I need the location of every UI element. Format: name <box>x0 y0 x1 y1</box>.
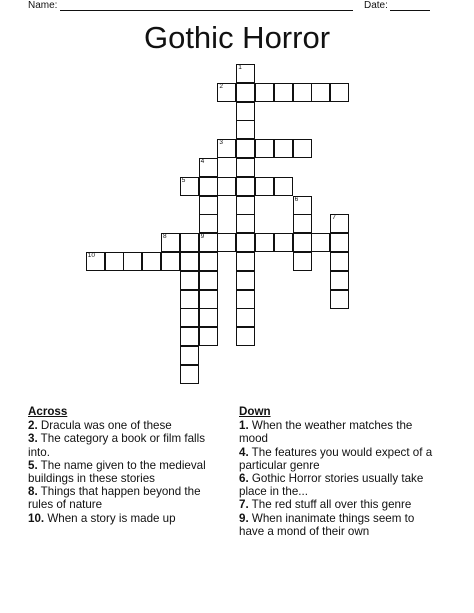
grid-cell[interactable] <box>236 271 255 290</box>
clue-text: Gothic Horror stories usually take place in the... <box>239 472 424 499</box>
clue-item <box>28 432 226 458</box>
grid-cell[interactable] <box>330 290 349 309</box>
grid-cell[interactable] <box>255 233 274 252</box>
clue-number: 9. <box>239 511 249 525</box>
grid-cell[interactable] <box>199 214 218 233</box>
clue-text: The red stuff all over this genre <box>248 498 412 512</box>
grid-cell[interactable] <box>293 252 312 271</box>
clue-number: 3. <box>28 432 38 446</box>
grid-cell[interactable] <box>255 139 274 158</box>
grid-cell[interactable] <box>180 365 199 384</box>
grid-cell[interactable] <box>236 64 255 83</box>
grid-cell[interactable] <box>293 214 312 233</box>
grid-cell[interactable] <box>180 346 199 365</box>
grid-cell[interactable] <box>142 252 161 271</box>
clue-number: 6 <box>294 195 299 203</box>
grid-cell[interactable] <box>199 196 218 215</box>
grid-cell[interactable] <box>217 177 236 196</box>
clue-text: When inanimate things seem to have a mond of their own <box>239 511 415 538</box>
grid-cell[interactable] <box>161 252 180 271</box>
grid-cell[interactable] <box>180 271 199 290</box>
grid-cell[interactable] <box>330 271 349 290</box>
clue-number: 6. <box>239 472 249 486</box>
name-label: Name: <box>28 0 58 11</box>
grid-cell[interactable] <box>180 290 199 309</box>
grid-cell[interactable] <box>180 252 199 271</box>
clue-number: 8. <box>28 485 38 499</box>
grid-cell[interactable] <box>236 327 255 346</box>
clue-item <box>239 512 439 538</box>
grid-cell[interactable] <box>199 327 218 346</box>
clue-number: 3 <box>219 139 224 147</box>
grid-cell[interactable] <box>180 233 199 252</box>
clue-number: 2. <box>28 419 38 433</box>
grid-cell[interactable] <box>180 327 199 346</box>
grid-cell[interactable] <box>236 139 255 158</box>
grid-cell[interactable] <box>330 252 349 271</box>
page-title: Gothic Horror <box>143 20 331 55</box>
grid-cell[interactable] <box>255 83 274 102</box>
grid-cell[interactable] <box>123 252 142 271</box>
clue-number: 7. <box>239 498 249 512</box>
grid-cell[interactable] <box>236 83 255 102</box>
grid-cell[interactable] <box>199 290 218 309</box>
grid-cell[interactable] <box>199 158 218 177</box>
clue-number: 5. <box>28 458 38 472</box>
grid-cell[interactable] <box>236 158 255 177</box>
down-clue-list <box>239 419 439 538</box>
grid-cell[interactable] <box>330 83 349 102</box>
grid-cell[interactable] <box>199 271 218 290</box>
clue-text: Dracula was one of these <box>37 419 172 433</box>
clue-text: The category a book or film falls into. <box>28 432 205 459</box>
grid-cell[interactable] <box>236 308 255 327</box>
grid-cell[interactable] <box>274 83 293 102</box>
grid-cell[interactable] <box>274 139 293 158</box>
clue-number: 8 <box>163 233 167 241</box>
grid-cell[interactable] <box>236 214 255 233</box>
clue-item <box>28 485 226 511</box>
clue-number: 1 <box>238 64 242 71</box>
clue-item <box>28 512 226 525</box>
grid-cell[interactable] <box>199 308 218 327</box>
grid-cell[interactable] <box>105 252 124 271</box>
grid-cell[interactable] <box>199 233 218 252</box>
grid-cell[interactable] <box>236 233 255 252</box>
date-label: Date: <box>364 0 388 11</box>
grid-cell[interactable] <box>236 120 255 139</box>
grid-cell[interactable] <box>293 139 312 158</box>
clue-number: 4. <box>239 445 249 459</box>
grid-cell[interactable] <box>274 233 293 252</box>
grid-cell[interactable] <box>236 196 255 215</box>
grid-cell[interactable] <box>86 252 105 271</box>
across-heading: Across <box>28 405 68 418</box>
clue-number: 5 <box>181 176 186 184</box>
grid-cell[interactable] <box>217 139 236 158</box>
clue-number: 10. <box>28 511 45 525</box>
grid-cell[interactable] <box>274 177 293 196</box>
across-clue-list <box>28 419 226 525</box>
clue-number: 2 <box>219 82 224 90</box>
clue-text: When the weather matches the mood <box>239 419 413 446</box>
grid-cell[interactable] <box>311 83 330 102</box>
grid-cell[interactable] <box>293 83 312 102</box>
clue-number: 7 <box>332 214 336 222</box>
clue-item <box>28 459 226 485</box>
grid-cell[interactable] <box>293 233 312 252</box>
grid-cell[interactable] <box>330 214 349 233</box>
down-heading: Down <box>239 405 271 418</box>
grid-cell[interactable] <box>217 83 236 102</box>
grid-cell[interactable] <box>293 196 312 215</box>
clue-text: The features you would expect of a particular genre <box>239 445 433 472</box>
across-clues <box>28 405 226 525</box>
clue-item <box>239 498 439 511</box>
grid-cell[interactable] <box>236 290 255 309</box>
grid-cell[interactable] <box>161 233 180 252</box>
clue-text: The name given to the medieval buildings in these stories <box>28 458 206 486</box>
grid-cell[interactable] <box>180 177 199 196</box>
grid-cell[interactable] <box>255 177 274 196</box>
clue-item <box>239 472 439 498</box>
grid-cell[interactable] <box>330 233 349 252</box>
clue-number: 9 <box>200 233 205 241</box>
clue-number: 1. <box>239 419 249 433</box>
clue-item <box>28 419 226 432</box>
clue-number: 4 <box>200 158 205 165</box>
down-clues <box>239 405 439 538</box>
clue-item <box>239 419 439 445</box>
grid-cell[interactable] <box>199 177 218 196</box>
clue-text: Things that happen beyond the rules of nature <box>28 485 201 512</box>
grid-cell[interactable] <box>236 252 255 271</box>
grid-cell[interactable] <box>236 102 255 121</box>
clue-number: 10 <box>87 252 96 259</box>
grid-cell[interactable] <box>199 252 218 271</box>
grid-cell[interactable] <box>311 233 330 252</box>
clue-text: When a story is made up <box>44 511 176 525</box>
grid-cell[interactable] <box>180 308 199 327</box>
grid-cell[interactable] <box>236 177 255 196</box>
grid-cell[interactable] <box>217 233 236 252</box>
clue-item <box>239 446 439 472</box>
